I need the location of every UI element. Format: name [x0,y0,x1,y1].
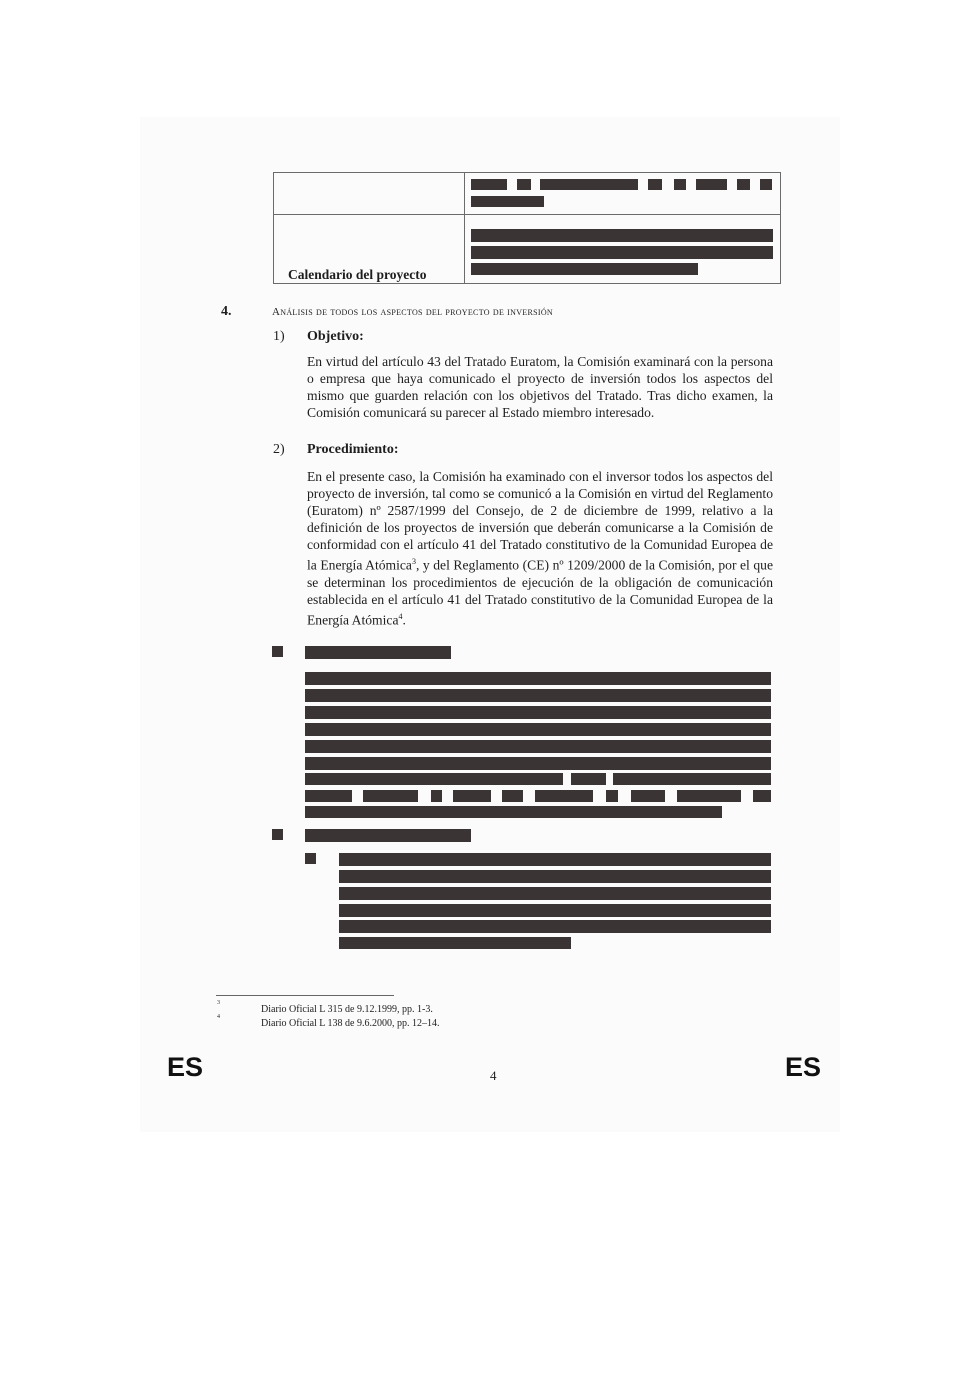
redaction-block [571,773,606,785]
language-code-left: ES [167,1052,204,1082]
redaction-block [305,689,771,702]
table-empty-cell [274,173,465,215]
redaction-block [696,179,727,190]
redaction-block [471,246,773,259]
footnote-text: Diario Oficial L 315 de 9.12.1999, pp. 1-3. [261,1004,433,1015]
footnote-ref: 4 [398,611,403,621]
redaction-block [471,179,507,190]
redaction-block [517,179,531,190]
project-schedule-label: Calendario del proyecto [288,267,427,282]
redaction-block [471,229,773,242]
redaction-block [606,790,618,802]
redaction-block [305,773,563,785]
footnote-number: 4 [217,1014,220,1020]
table-label-cell [274,215,465,284]
section-title: Análisis de todos los aspectos del proyecto de inversión [272,306,553,318]
subsection-heading-procedure: Procedimiento: [307,442,399,457]
subsection-number: 2) [273,442,285,457]
procedure-text: . [402,612,406,628]
redaction-block [674,179,686,190]
footnote-text: Diario Oficial L 138 de 9.6.2000, pp. 12–14. [261,1018,440,1029]
redaction-block [631,790,665,802]
redaction-block [305,646,451,659]
redaction-block [613,773,771,785]
redaction-block [431,790,442,802]
redaction-block [305,790,352,802]
redaction-block [753,790,771,802]
redaction-block [471,196,544,207]
procedure-text: , y del Reglamento (CE) nº 1209/2000 de la Comisión, por el que se determinan los procedimientos de ejecución de la obligación de comunicación establecida en el artículo 41 del Tratado constitutivo de la Comunidad Europea de la Energía Atómica [307,557,773,628]
footnote-rule [216,995,394,996]
redacted-number [272,646,283,657]
redaction-block [305,740,771,753]
redaction-block [648,179,662,190]
procedure-paragraph [307,468,773,628]
redaction-block [471,263,698,275]
procedure-text: En el presente caso, la Comisión ha examinado con el inversor todos los aspectos del proyecto de inversión, tal como se comunicó a la Comisión en virtud del Reglamento (Euratom) nº 2587/1999 del Consejo, de 2 de diciembre de 1999, relativo a la definición de los proyectos de inversión que deberán comunicarse a la Comisión de conformidad con el artículo 41 del Tratado constitutivo de la Comunidad Europea de la Energía Atómica [307,469,773,573]
redacted-number [272,829,283,840]
redaction-block [339,904,771,917]
redaction-block [305,829,471,842]
redaction-block [363,790,418,802]
redaction-block [502,790,523,802]
redaction-block [540,179,638,190]
redaction-block [760,179,772,190]
section-number: 4. [221,304,232,319]
redaction-block [339,937,571,949]
redaction-block [339,853,771,866]
redaction-block [453,790,491,802]
redaction-block [339,870,771,883]
redaction-block [305,706,771,719]
subsection-heading-objective: Objetivo: [307,329,364,344]
page-number: 4 [490,1068,497,1083]
redaction-block [305,723,771,736]
redacted-bullet [305,853,316,864]
footnote-number: 3 [217,1000,220,1006]
redaction-block [677,790,741,802]
language-code-right: ES [785,1052,822,1082]
redaction-block [339,887,771,900]
redaction-block [305,757,771,770]
redaction-block [339,920,771,933]
redaction-block [305,806,722,818]
redaction-block [535,790,593,802]
redaction-block [737,179,750,190]
redaction-block [305,672,771,685]
subsection-number: 1) [273,329,285,344]
objective-paragraph: En virtud del artículo 43 del Tratado Euratom, la Comisión examinará con la persona o empresa que haya comunicado el proyecto de inversión todos los aspectos del mismo que guarden relación con los objetivos del Tratado. Tras dicho examen, la Comisión comunicará su parecer al Estado miembro interesado. [307,354,773,420]
footnote-ref: 3 [411,557,416,566]
